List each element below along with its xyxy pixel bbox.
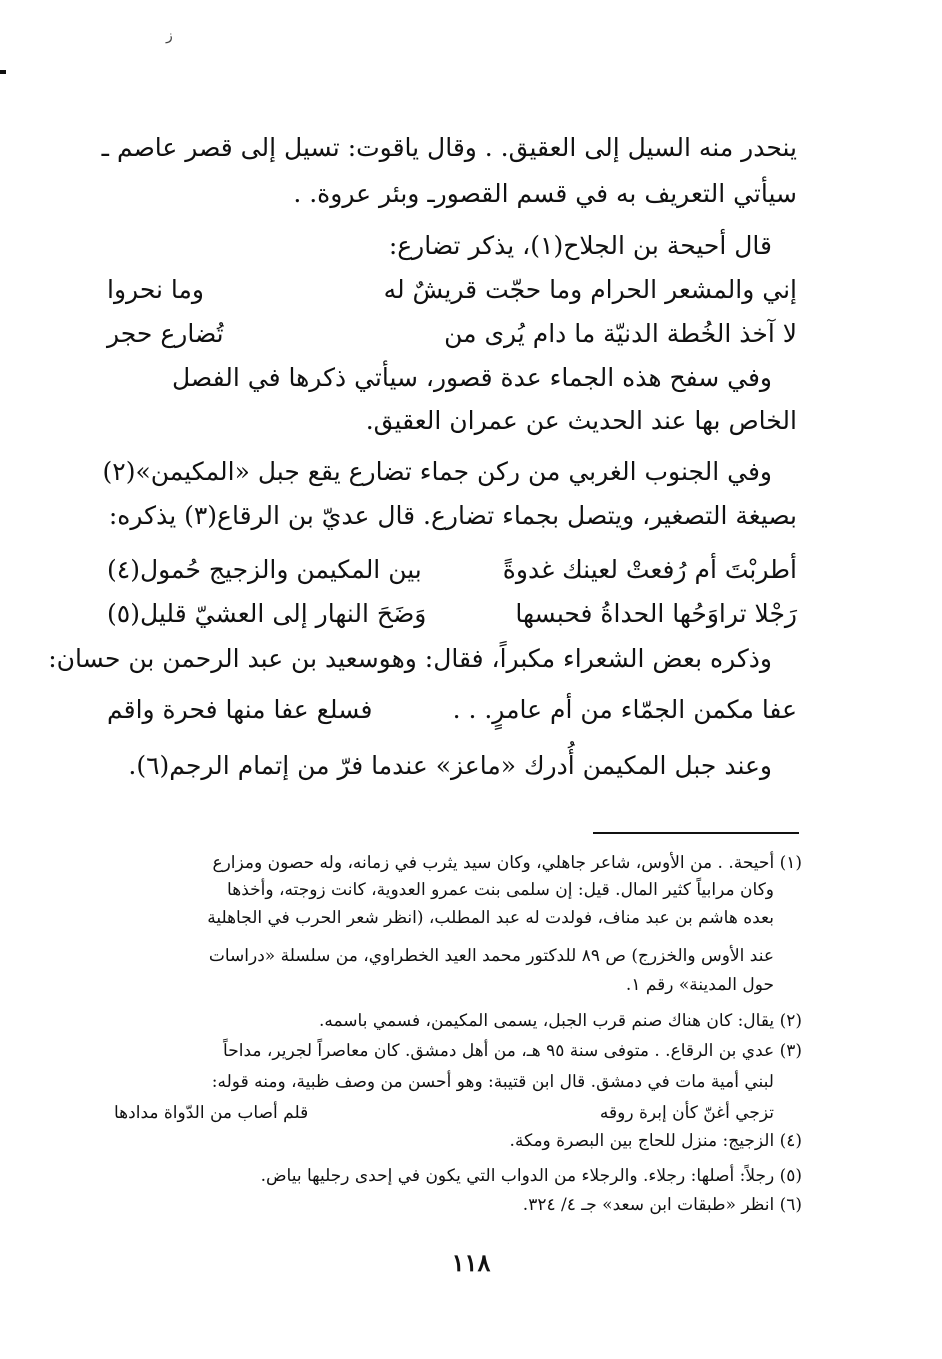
body-line-2: سيأتي التعريف به في قسم القصورـ وبئر عروة. . bbox=[293, 179, 797, 208]
verse-3-second: بين المكيمن والزجيج حُمول(٤) bbox=[107, 555, 422, 584]
stray-mark: ز bbox=[166, 28, 173, 44]
page-number: ١١٨ bbox=[451, 1248, 491, 1277]
footnote-2: (٢) يقال: كان هناك صنم قرب الجبل، يسمى المكيمن، فسمي باسمه. bbox=[318, 1011, 802, 1031]
footnote-separator bbox=[593, 832, 799, 834]
footnote-1-line-5: حول المدينة» رقم ١. bbox=[625, 975, 774, 995]
footnote-verse-second: قلم أصاب من الدّواة مدادها bbox=[114, 1103, 309, 1123]
verse-4 bbox=[107, 596, 797, 632]
verse-3 bbox=[107, 552, 797, 588]
footnote-4: (٤) الزجيج: منزل للحاج بين البصرة ومكة. bbox=[509, 1131, 802, 1151]
footnote-6: (٦) انظر «طبقات ابن سعد» جـ ٤/ ٣٢٤. bbox=[522, 1195, 802, 1215]
footnote-1-line-1: (١) أحيحة. . من الأوس، شاعر جاهلي، وكان سيد يثرب في زمانه، وله حصون ومزارع bbox=[212, 853, 802, 873]
verse-5-first: عفا مكمن الجمّاء من أم عامرٍ. . . bbox=[452, 695, 797, 724]
margin-tick bbox=[0, 70, 6, 74]
footnote-3-line-2: لبني أمية مات في دمشق. قال ابن قتيبة: وهو أحسن من وصف ظبية، ومنه قوله: bbox=[211, 1072, 774, 1092]
body-line-7: بصيغة التصغير، ويتصل بجماء تضارع. قال عديّ بن الرقاع(٣) يذكره: bbox=[108, 501, 797, 530]
body-line-1: ينحدر منه السيل إلى العقيق. . وقال ياقوت: تسيل إلى قصر عاصم ـ bbox=[101, 133, 797, 162]
verse-5-second: فسلع عفا منها فحرة واقم bbox=[107, 695, 373, 724]
body-line-8: وذكره بعض الشعراء مكبراً، فقال: وهوسعيد بن عبد الرحمن بن حسان: bbox=[48, 644, 772, 673]
body-line-9: وعند جبل المكيمن أُدرك «ماعز» عندما فرّ من إتمام الرجم(٦). bbox=[128, 751, 772, 780]
verse-1-second: وما نحروا bbox=[107, 275, 204, 304]
body-line-5: الخاص بها عند الحديث عن عمران العقيق. bbox=[365, 406, 797, 435]
verse-4-second: وَضَحَ النهار إلى العشيّ قليل(٥) bbox=[107, 599, 427, 628]
footnote-1-line-2: وكان مرابياً كثير المال. قيل: إن سلمى بنت عمرو العدوية، كانت زوجته، وأخذها bbox=[227, 880, 774, 900]
body-line-6: وفي الجنوب الغربي من ركن جماء تضارع يقع جبل «المكيمن»(٢) bbox=[102, 457, 772, 486]
verse-1 bbox=[107, 272, 797, 308]
verse-3-first: أطربْتَ أم رُفعتْ لعينك غدوةً bbox=[502, 555, 797, 584]
footnote-verse-first: تزجي أغنّ كأن إبرة روقه bbox=[599, 1103, 774, 1123]
body-line-4: وفي سفح هذه الجماء عدة قصور، سيأتي ذكرها في الفصل bbox=[171, 363, 772, 392]
verse-2-first: لا آخذ الخُطة الدنيّة ما دام يُرى من bbox=[444, 319, 797, 348]
verse-4-first: رَجْلا تراوَحُها الحداةُ فحبسها bbox=[515, 599, 797, 628]
footnote-5: (٥) رجلاً: أصلها: رجلاء. والرجلاء من الدواب التي يكون في إحدى رجليها بياض. bbox=[260, 1166, 802, 1186]
verse-2-second: تُضارع حجر bbox=[107, 319, 224, 348]
footnote-1-line-3: بعده هاشم بن عبد مناف، فولدت له عبد المطلب، (انظر شعر الحرب في الجاهلية bbox=[207, 908, 774, 928]
footnote-verse bbox=[114, 1100, 774, 1126]
footnote-1-line-4: عند الأوس والخزرج) ص ٨٩ للدكتور محمد العيد الخطراوي، من سلسلة «دراسات bbox=[208, 946, 774, 966]
verse-5 bbox=[107, 692, 797, 728]
body-line-3: قال أحيحة بن الجلاح(١)، يذكر تضارع: bbox=[388, 231, 772, 260]
verse-1-first: إني والمشعر الحرام وما حجّت قريشٌ له bbox=[383, 275, 797, 304]
verse-2 bbox=[107, 316, 797, 352]
footnote-3-line-1: (٣) عدي بن الرقاع. . متوفى سنة ٩٥ هـ، من أهل دمشق. كان معاصراً لجرير، مداحاً bbox=[223, 1041, 802, 1061]
